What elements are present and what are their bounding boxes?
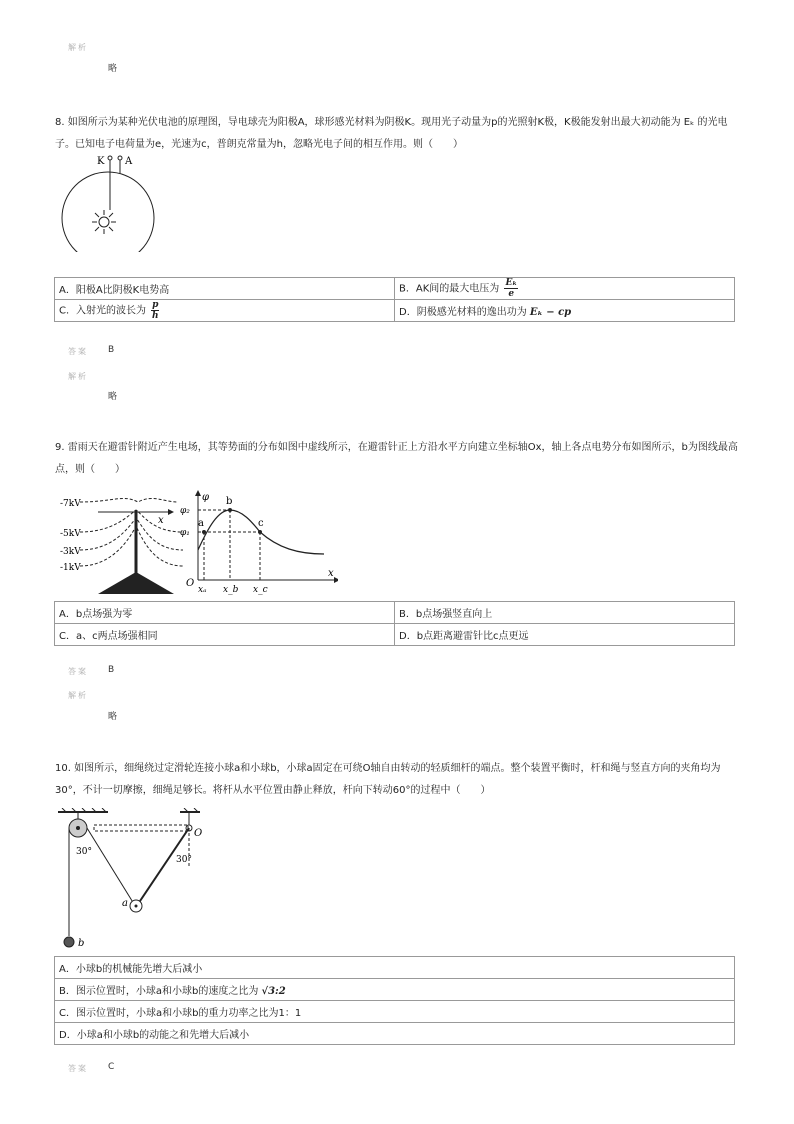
- q9-option-a[interactable]: A．b点场强为零: [55, 602, 395, 624]
- q10-label-a: a: [122, 898, 128, 909]
- q9-graph-point-c: c: [258, 518, 264, 529]
- q9-options-table: [54, 601, 735, 646]
- q9-graph-x-axis: x: [328, 568, 334, 579]
- q10-options-table: [54, 956, 735, 1045]
- q9-label-3kv: -3kV: [60, 547, 81, 557]
- q8-option-b-fraction: $\frac{\text{Eₖ}}{e}$: [505, 278, 518, 299]
- q8-option-a[interactable]: A．阳极A比阴极K电势高: [55, 278, 395, 300]
- q10-question-text: 10. 如图所示，细绳绕过定滑轮连接小球a和小球b，小球a固定在可绕O轴自由转动的轻质细杆的端点。整个装置平衡时，杆和绳与竖直方向的夹角均为30°，不计一切摩擦，细绳足够长。将杆从水平位置由静止释放，杆向下转动60°的过程中（ ）: [55, 763, 721, 796]
- q9-lightning-rod-figure: [58, 488, 183, 598]
- q8-answer-label: 答案: [68, 347, 88, 356]
- q9-graph-phi1: φ₁: [180, 528, 190, 538]
- q10-option-c[interactable]: C．图示位置时，小球a和小球b的重力功率之比为1：1: [55, 1001, 735, 1023]
- q9-label-1kv: -1kV: [60, 563, 81, 573]
- q10-angle-left: 30°: [76, 847, 92, 857]
- q10-angle-right: 30°: [176, 855, 192, 865]
- q8-option-d-text: D．阴极感光材料的逸出功为: [399, 307, 527, 318]
- q8-label-a: A: [125, 156, 133, 167]
- q10-option-b[interactable]: [55, 979, 735, 1001]
- q8-option-b-text: B．AK间的最大电压为: [399, 283, 500, 295]
- q8-option-c-text: C．入射光的波长为: [59, 305, 146, 317]
- q9-option-d[interactable]: D．b点距离避雷针比c点更远: [395, 624, 735, 646]
- q9-answer-value: B: [108, 665, 115, 675]
- q9-question-text: 9. 雷雨天在避雷针附近产生电场，其等势面的分布如图中虚线所示，在避雷针正上方沿水平方向建立坐标轴Ox，轴上各点电势分布如图所示，b为图线最高点，则（ ）: [55, 442, 738, 475]
- q9-option-c[interactable]: C．a、c两点场强相同: [55, 624, 395, 646]
- q10-answer-value: C: [108, 1062, 115, 1072]
- prev-analysis-text: 略: [108, 64, 118, 74]
- q9-option-b[interactable]: B．b点场强竖直向上: [395, 602, 735, 624]
- q9-graph-point-b: b: [226, 496, 233, 507]
- q10-option-b-text: B．图示位置时，小球a和小球b的速度之比为: [59, 986, 259, 997]
- prev-analysis-label: 解析: [68, 43, 88, 52]
- q9-answer-label: 答案: [68, 667, 88, 676]
- q8-analysis-label: 解析: [68, 372, 88, 381]
- q10-label-o: O: [194, 828, 203, 839]
- q10-option-d[interactable]: D．小球a和小球b的动能之和先增大后减小: [55, 1023, 735, 1045]
- q9-graph-phi2: φ₂: [180, 506, 190, 516]
- q8-option-d[interactable]: [395, 300, 735, 322]
- q8-option-c[interactable]: [55, 300, 395, 322]
- q10-option-a[interactable]: A．小球b的机械能先增大后减小: [55, 957, 735, 979]
- q9-graph-point-a: a: [198, 518, 204, 529]
- q9-graph-phi-axis: φ: [202, 492, 210, 503]
- q9-potential-graph: [178, 488, 338, 598]
- q8-question-text: 8. 如图所示为某种光伏电池的原理图，导电球壳为阳极A，球形感光材料为阴极K。现用光子动量为p的光照射K极，K极能发射出最大初动能为 Eₖ 的光电子。已知电子电荷量为e，光速为c，普朗克常量为h，忽略光电子间的相互作用。则（ ）: [55, 117, 728, 150]
- q9-graph-xc: x_c: [253, 585, 268, 595]
- q10-label-b: b: [78, 938, 85, 949]
- q8-option-b[interactable]: [395, 278, 735, 300]
- q8-label-k: K: [97, 156, 105, 167]
- q8-option-d-math: Eₖ − cp: [529, 307, 572, 318]
- q9-graph-origin: O: [186, 578, 195, 589]
- q8-option-c-fraction: $\frac{p}{h}$: [152, 300, 159, 321]
- q9-graph-xa: xₐ: [198, 585, 207, 595]
- q10-answer-label: 答案: [68, 1064, 88, 1073]
- q9-analysis-label: 解析: [68, 691, 88, 700]
- q8-answer-value: B: [108, 345, 115, 355]
- q9-label-7kv: -7kV: [60, 499, 81, 509]
- q9-analysis-text: 略: [108, 712, 118, 722]
- q9-graph-xb: x_b: [223, 585, 239, 595]
- q9-label-5kv: -5kV: [60, 529, 81, 539]
- q9-left-x-label: x: [158, 515, 164, 526]
- q8-photocell-figure: [58, 152, 168, 252]
- q10-pulley-figure: [58, 808, 218, 950]
- q10-option-b-math: √3:2: [261, 986, 286, 997]
- q8-options-table: [54, 277, 735, 322]
- q8-analysis-text: 略: [108, 392, 118, 402]
